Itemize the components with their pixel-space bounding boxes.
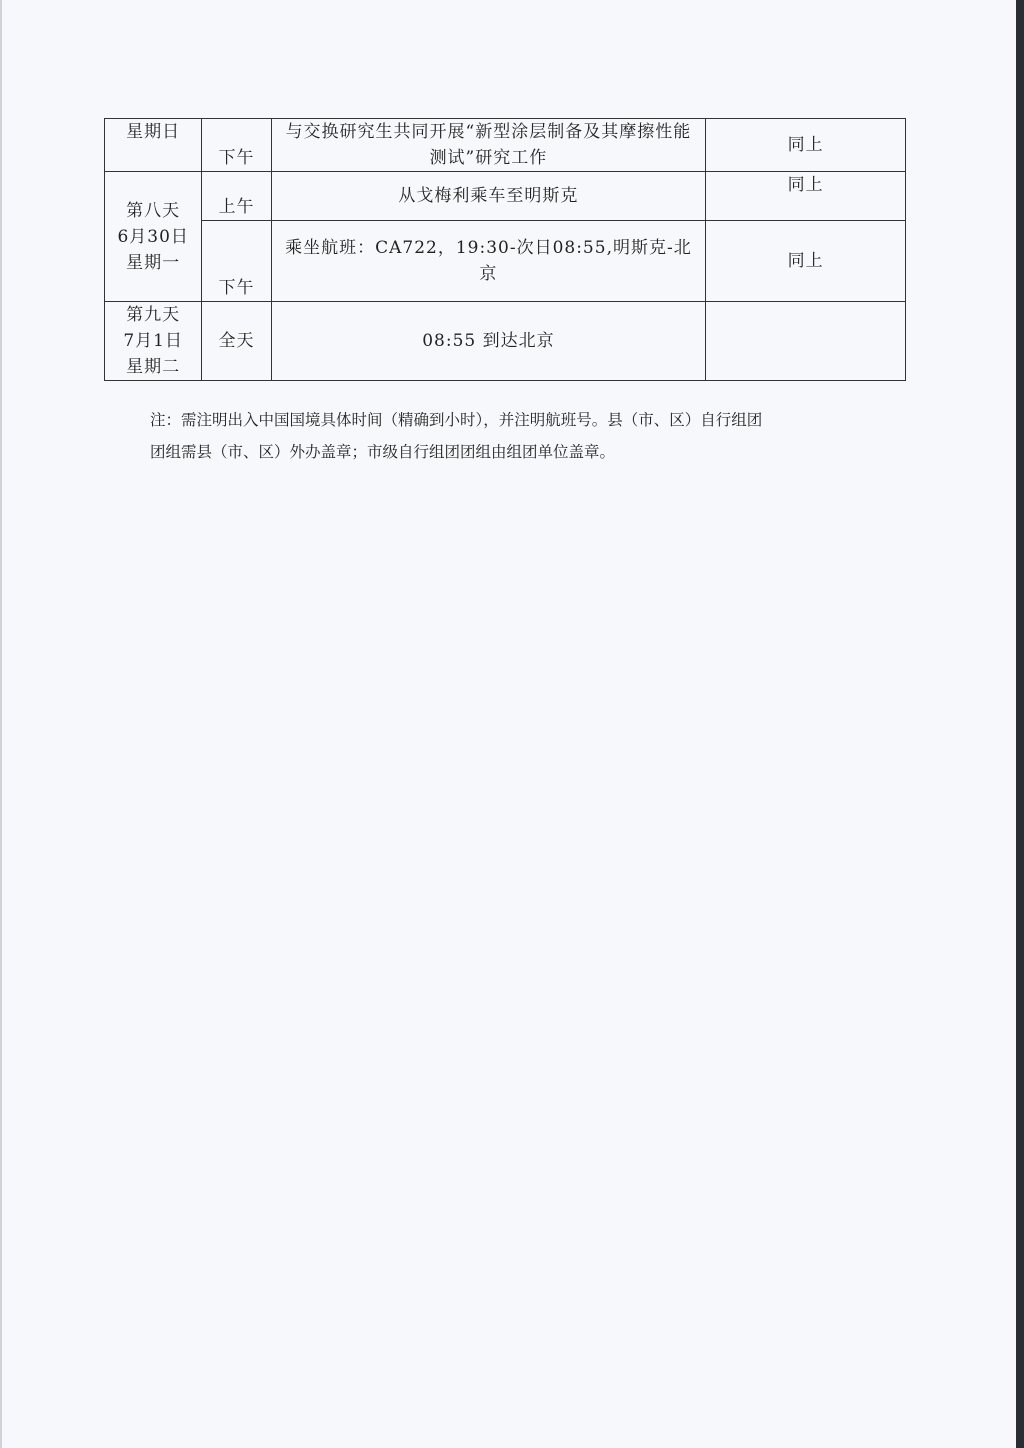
period-cell (202, 172, 271, 221)
remark-text: 同上 (787, 251, 824, 271)
day-date: 6月30日 (117, 226, 189, 247)
remark-cell (706, 119, 906, 172)
day-weekday: 星期一 (126, 252, 181, 273)
activity-text: 08:55 到达北京 (422, 331, 555, 351)
activity-cell (271, 221, 706, 302)
remark-cell (706, 302, 906, 381)
footnote-line-1: 注：需注明出入中国国境具体时间（精确到小时），并注明航班号。县（市、区）自行组团 (150, 411, 763, 429)
activity-cell (271, 172, 706, 221)
period-cell (202, 302, 271, 381)
remark-cell (706, 221, 906, 302)
period-label: 下午 (218, 278, 255, 298)
day-number: 第八天 (126, 200, 181, 221)
remark-cell (706, 172, 906, 221)
activity-text: 与交换研究生共同开展“新型涂层制备及其摩擦性能测试”研究工作 (285, 122, 692, 168)
scan-edge-right (1016, 0, 1024, 1448)
table-row (105, 172, 906, 221)
footnote-line-2: 团组需县（市、区）外办盖章；市级自行组团团组由组团单位盖章。 (150, 443, 616, 461)
remark-text: 同上 (787, 175, 824, 195)
activity-cell (271, 302, 706, 381)
period-label: 下午 (218, 148, 255, 168)
day-date: 7月1日 (123, 331, 183, 351)
table-row (105, 119, 906, 172)
period-cell (202, 119, 271, 172)
period-cell (202, 221, 271, 302)
activity-text: 从戈梅利乘车至明斯克 (398, 186, 579, 206)
day-weekday: 星期二 (126, 357, 181, 377)
period-label: 全天 (218, 331, 255, 351)
day-cell (105, 119, 202, 172)
table-row (105, 221, 906, 302)
remark-text: 同上 (787, 135, 824, 155)
footnote (150, 404, 880, 468)
table-row (105, 302, 906, 381)
day-label: 星期日 (126, 122, 181, 142)
day-cell (105, 172, 202, 302)
period-label: 上午 (218, 197, 255, 217)
activity-text: 乘坐航班：CA722，19:30-次日08:55,明斯克-北京 (285, 238, 692, 284)
scan-edge-left (0, 0, 2, 1448)
activity-cell (271, 119, 706, 172)
itinerary-table (104, 118, 906, 381)
day-cell (105, 302, 202, 381)
day-number: 第九天 (126, 305, 181, 325)
